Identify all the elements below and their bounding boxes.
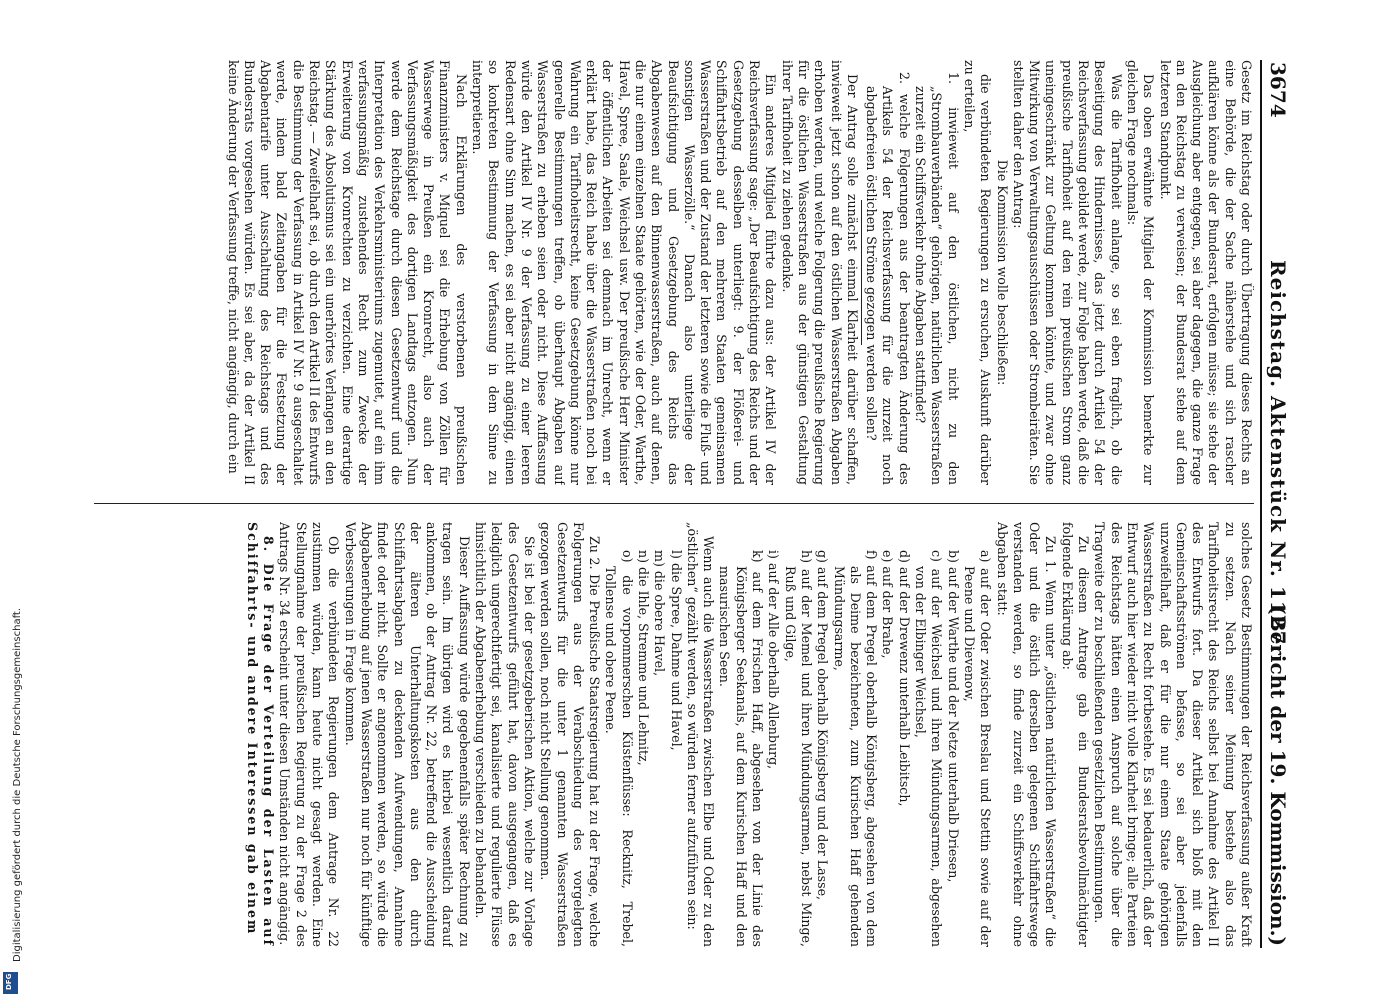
list-item: 1. inwieweit auf den östlichen, nicht zu den „Strombauverbänden“ gehörigen, natürlichen Wasserstraßen zurzeit ein Schiffsverkehr ohne Abgaben stattfindet? [913,72,961,485]
paragraph: Ein anderes Mitglied führte dazu aus: der Artikel IV der Reichsverfassung sage: „Der Beaufsichtigung des Reichs und der Gesetzgebung desselben unterliegt: 9. der Flößerei- und Schiffahrtsbetrieb auf den mehreren Staaten gemeinsamen Wasserstraßen und der Zustand der letzteren sowie die Fluß- und sonstigen Wasserzölle.“ Danach also unterliege der Beaufsichtigung und Gesetzgebung des Reichs das Abgabenwesen auf den Binnenwasserstraßen, auch auf denen, die nur einem einzelnen Staate gehörten, wie der Oder, Warthe, Havel, Spree, Saale, Weichsel usw. Der preußische Herr Minister der öffentlichen Arbeiten sei demnach im Unrecht, wenn er erklärt habe, das Reich habe über die Wasserstraßen noch bei Wahrung ein Tarifhoheitsrecht, keine Gesetzgebung könne nur generelle Bestimmungen treffen, ob überhaupt Abgaben auf Wasserstraßen zu erheben seien oder nicht. Diese Auffassung würde den Artikel IV Nr. 9 der Verfassung zu einer leeren Redensart ohne Sinn machen, es sei aber nicht angängig, einen so konkreten Bestimmung der Verfassung in dem Sinne zu interpretieren. [470,60,779,485]
paragraph: Die Kommission wolle beschließen: [994,159,1010,386]
list-item: b) auf der Warthe und der Netze unterhalb Driesen, [945,550,961,883]
paragraph: Sie ist bei der gesetzgeberischen Aktion, welche zur Vorlage des Gesetzentwurfs geführt hat, davon ausgegangen, daß es lediglich ungerechtfertigt sei, kanalisierte und regulierte Flüsse hinsichtlich der Abgabenerhebung verschieden zu behandeln. [473,522,537,947]
column-divider [94,503,1254,504]
list-item: m) die obere Havel, [652,550,668,677]
dfg-logo [3,972,18,994]
list-item: g) auf dem Pregel oberhalb Königsberg und der Lasse, [815,550,831,901]
list-item: i) auf der Alle oberhalb Allenburg, [766,550,782,770]
paragraph: Zu diesem Antrage gab ein Bundesratsbevollmächtigter folgende Erklärung ab: [1059,522,1092,947]
dfg-logo-text: DFG [5,973,13,990]
digitization-credit [4,606,23,966]
paragraph: Zu 2. Die Preußische Staatsregierung hat zu der Frage, welche Folgerungen aus der Verabschiedung des vorgelegten Gesetzentwurfs für die unter 1 genannten Wasserstraßen gezogen werden sollen, noch nicht Stellung genommen. [538,522,603,947]
list-item: a) auf der Oder zwischen Breslau und Stettin sowie auf der Peene und Dievenow, [961,550,994,947]
header-report: (Bericht der 19. Kommission.) [1266,605,1290,946]
paragraph: Der Antrag solle zunächst einmal Klarheit darüber schaffen, inwieweit jetzt schon auf den östlichen Wasserstraßen Abgaben erhoben werden, und welche Folgerung die preußische Regierung für die östlichen Wasserstraßen aus der günstigen Gestaltung ihrer Tarifhoheit zu ziehen gedenke. [779,60,860,485]
list-item: d) auf der Drewenz unterhalb Leibitsch, [896,550,912,807]
header-rule [1260,60,1262,948]
paragraph: Gesetz im Reichstag oder durch Übertragung dieses Rechts an eine Behörde, die der Sache näherstehe und sich rascher aufklären könne als der Bundesrat, erfolgen müsse; sie stehe der Ausgleichung aber entgegen, sei aber dagegen, die ganze Frage an den Reichstag zu verweisen; der Bundesrat stehe auf dem letzteren Standpunkt. [1157,60,1254,485]
list-item: c) auf der Weichsel und ihren Mündungsarmen, abgesehen von der Elbinger Weichsel, [913,550,945,947]
credit-text: Digitalisierung gefördert durch die Deutsche Forschungsgemeinschaft. [12,607,23,962]
paragraph: solches Gesetz Bestimmungen der Reichsverfassung außer Kraft zu setzen. Nach seiner Meinung bestehe also das Tarifhoheitsrecht des Reichs selbst bei Annahme des Artikel II des Entwurfs fort. Da dieser Artikel sich bloß mit den Gemeinschaftsströmen befasse, so sei aber jedenfalls unzweifelhaft, daß er für die nur einem Staate gehörigen Wasserstraßen zu Recht fortbestehe. Es sei bedauerlich, daß der Entwurf auch hier wieder nicht volle Klarheit bringe; alle Parteien des Reichstags hätten einen Anspruch auf solche über die Tragweite der zu beschließenden gesetzlichen Bestimmungen. [1092,522,1254,947]
rotated-page-content [85,60,1290,948]
right-column [89,522,1254,947]
separator-rule [861,200,862,345]
paragraph: Ob die verbündeten Regierungen dem Antrage Nr. 22 zustimmen würden, kann heute nicht gesagt werden. Eine Stellungnahme der preußischen Regierung zu der Frage 2 des Antrags Nr. 34 erscheint unter diesen Umständen nicht angängig. [277,522,342,947]
paragraph: Das oben erwähnte Mitglied der Kommission bemerkte zur gleichen Frage nochmals: [1124,60,1157,485]
page-number: 3674 [1266,62,1290,118]
paragraph: Zu 1. Wenn unter „östlichen natürlichen Wasserstraßen“ die Oder und die östlich derselben gelegenen Schiffahrtswege verstanden werden, so finde zurzeit ein Schiffsverkehr ohne Abgaben statt: [994,522,1059,947]
left-column [89,60,1254,485]
list-item: k) auf dem Frischen Haff, abgesehen von der Linie des Königsberger Seekanals, auf dem Kurischen Haff und den masurischen Seen. [717,550,766,947]
scanned-page [86,60,1291,948]
paragraph: Wenn auch die Wasserstraßen zwischen Elbe und Oder zu den „östlichen“ gezählt werden, so würden ferner aufzuführen sein: [684,522,717,947]
section-heading: 8. Die Frage der Verteilung der Lasten auf Schiffahrts- und andere Interessen gab einem [244,522,277,947]
list-item: o) die vorpommerschen Küstenflüsse: Recknitz, Trebel, Tollense und obere Peene. [603,550,635,947]
paragraph: Dieser Auffassung würde gegebenenfalls später Rechnung zu tragen sein. Im übrigen wird es hierbei wesentlich darauf ankommen, ob der Antrag Nr. 22, betreffend die Ausscheidung der älteren Unterhaltungskosten aus den durch Schiffahrtsabgaben zu deckenden Aufwendungen, Annahme findet oder nicht. Sollte er angenommen werden, so würde die Abgabenerhebung auf jenen Wasserstraßen nur noch für künftige Verbesserungen in Frage kommen. [342,522,472,947]
list-item: 2. welche Folgerungen aus der beantragten Änderung des Artikels 54 der Reichsverfassung für die zurzeit noch abgabefreien östlichen Ströme gezogen werden sollen? [864,72,912,485]
list-item: l) die Spree, Dahme und Havel, [668,550,684,751]
paragraph: Was die Tarifhoheit anlange, so sei eben fraglich, ob die Beseitigung des Hindernisses, das jetzt durch Artikel 54 der Reichsverfassung gebildet werde, zur Folge haben werde, daß die preußische Tarifhoheit auf den rein preußischen Strom ganz uneingeschränkt zur Geltung kommen könnte, und zwar ohne Mitwirkung von Verwaltungsausschüssen oder Strombeiräten. Sie stellten daher den Antrag: [1010,60,1124,485]
list-item: h) auf der Memel und ihren Mündungsarmen, nebst Minge, Ruß und Gilge, [782,550,814,947]
header-title: Reichstag. Aktenstück Nr. 1127. [1266,260,1290,654]
list-item: n) die Ihle, Stremme und Lehnitz, [636,550,652,766]
list-item: e) auf der Brahe, [880,550,896,659]
paragraph: die verbündeten Regierungen zu ersuchen, Auskunft darüber zu erteilen, [961,60,994,485]
page-header [1262,60,1290,948]
paragraph: Nach Erklärungen des verstorbenen preußischen Finanzministers v. Miquel sei die Erhebung von Zöllen für Wasserwege in Preußen ein Kronrecht, also auch der Verfassungsmäßigkeit des dortigen Landtags entzogen. Nun werde dem Reichstage durch diesen Gesetzentwurf und die Interpretation des Verkehrsministeriums zugemutet, auf ein ihm verfassungsmäßig zustehendes Recht zum Zwecke der Erweiterung von Kronrechten zu verzichten. Eine derartige Stärkung des Absolutismus sei ein unerhörtes Verlangen an den Reichstag. — Zweifelhaft sei, ob durch den Artikel II des Entwurfs die Bestimmung der Verfassung in Artikel IV Nr. 9 ausgeschaltet werde, indem bald Zeitangaben für die Festsetzung der Abgabentarife unter Ausschaltung des Reichstags und des Bundesrats vorgesehen würden. Es sei aber, da der Artikel II keine Änderung der Verfassung treffe, nicht angängig, durch ein [225,60,469,485]
list-item: f) auf dem Pregel oberhalb Königsberg, abgesehen von dem als Deime bezeichneten, zum Kurischen Haff gehenden Mündungsarme, [831,550,880,947]
